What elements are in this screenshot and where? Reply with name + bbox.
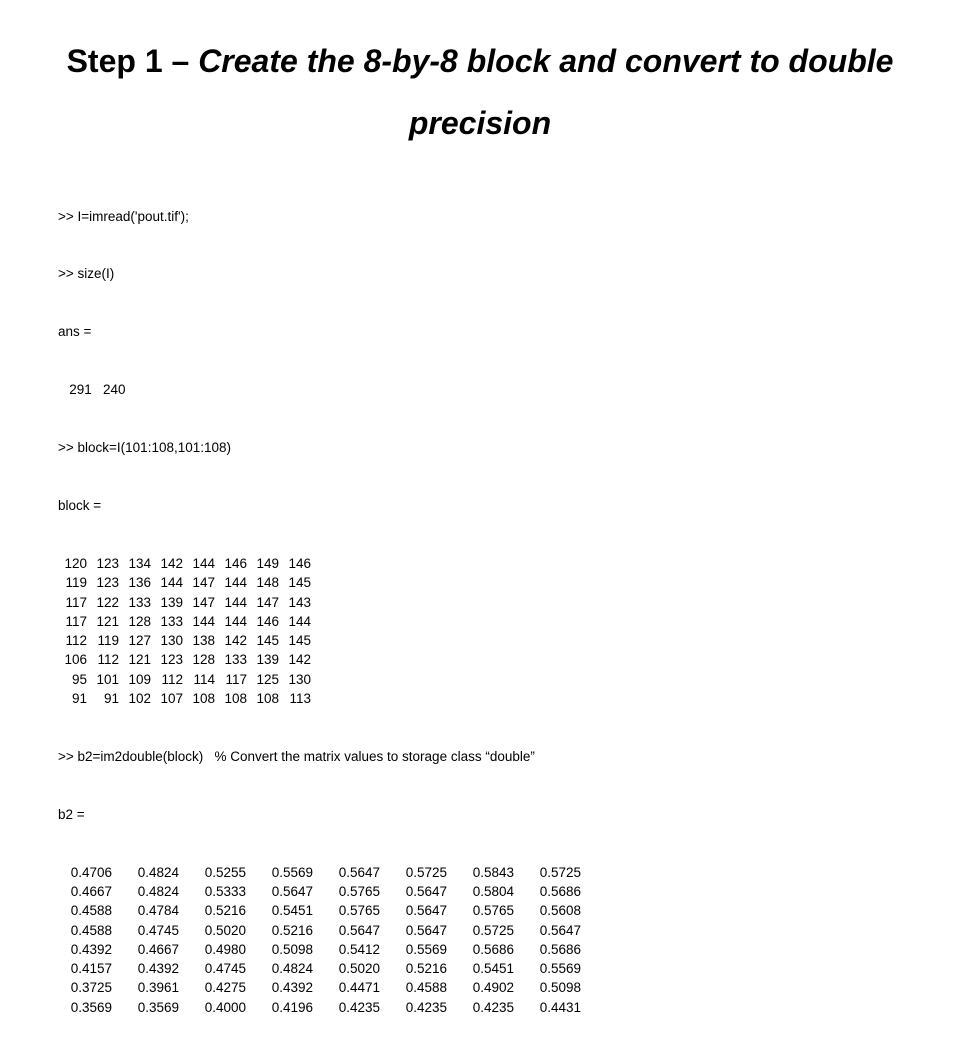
matrix-cell: 133	[128, 594, 151, 610]
matrix-cell: 106	[64, 652, 87, 668]
b2-matrix-row	[58, 863, 918, 882]
matrix-cell: 0.4588	[70, 903, 112, 919]
matrix-cell: 133	[224, 652, 247, 668]
matrix-cell: 0.3569	[70, 999, 112, 1015]
matrix-cell: 146	[224, 555, 247, 571]
matrix-cell: 0.5216	[204, 903, 246, 919]
matrix-cell: 0.4745	[204, 961, 246, 977]
matrix-cell: 130	[160, 633, 183, 649]
matrix-cell: 0.5647	[405, 922, 447, 938]
ans-label: ans =	[58, 324, 92, 340]
matrix-cell: 0.5725	[472, 922, 514, 938]
title-description: Create the 8-by-8 block and convert to double precision	[198, 43, 894, 141]
matrix-cell: 0.5020	[204, 922, 246, 938]
matrix-cell: 0.5725	[539, 864, 581, 880]
matrix-cell: 0.5569	[539, 961, 581, 977]
b2-matrix	[58, 863, 918, 1017]
matrix-cell: 0.4588	[405, 980, 447, 996]
matrix-cell: 0.4392	[70, 941, 112, 957]
matrix-cell: 142	[224, 633, 247, 649]
matrix-cell: 0.4235	[405, 999, 447, 1015]
matrix-cell: 0.5098	[539, 980, 581, 996]
b2-matrix-row	[58, 940, 918, 959]
matrix-cell: 120	[64, 555, 87, 571]
matrix-cell: 95	[71, 671, 87, 687]
matrix-cell: 113	[289, 691, 311, 707]
matrix-cell: 144	[224, 575, 247, 591]
matrix-cell: 146	[288, 555, 311, 571]
matrix-cell: 119	[97, 633, 119, 649]
matrix-cell: 0.4824	[137, 883, 179, 899]
matrix-cell: 0.5255	[204, 864, 246, 880]
matrix-cell: 0.4392	[271, 980, 313, 996]
matrix-cell: 0.4000	[204, 999, 246, 1015]
matrix-cell: 138	[192, 633, 215, 649]
matrix-cell: 112	[161, 671, 183, 687]
matrix-cell: 128	[128, 613, 151, 629]
matrix-cell: 127	[128, 633, 151, 649]
matrix-cell: 123	[96, 575, 119, 591]
matrix-cell: 0.4392	[137, 961, 179, 977]
b2-matrix-row	[58, 882, 918, 901]
b2-matrix-row	[58, 959, 918, 978]
b2-matrix-row	[58, 921, 918, 940]
matrix-cell: 102	[128, 691, 151, 707]
matrix-cell: 0.5098	[271, 941, 313, 957]
b2-matrix-row	[58, 998, 918, 1017]
matrix-cell: 0.5725	[405, 864, 447, 880]
command-block: >> block=I(101:108,101:108)	[58, 440, 232, 456]
block-matrix-row	[58, 593, 918, 612]
matrix-cell: 0.5765	[338, 883, 380, 899]
matrix-cell: 119	[65, 575, 87, 591]
matrix-cell: 109	[128, 671, 151, 687]
matrix-cell: 122	[96, 594, 119, 610]
matrix-cell: 121	[96, 613, 119, 629]
command-im2double-code: >> b2=im2double(block)	[58, 748, 204, 764]
matrix-cell: 0.5451	[472, 961, 514, 977]
matrix-cell: 0.4824	[137, 864, 179, 880]
matrix-cell: 108	[192, 691, 215, 707]
matrix-cell: 144	[192, 555, 215, 571]
block-matrix-row	[58, 612, 918, 631]
matrix-cell: 101	[96, 671, 119, 687]
matrix-cell: 0.5412	[338, 941, 380, 957]
matrix-cell: 0.4471	[338, 980, 380, 996]
matrix-cell: 145	[288, 633, 311, 649]
title-step: Step 1	[66, 43, 163, 79]
matrix-cell: 0.5765	[472, 903, 514, 919]
block-matrix	[58, 554, 918, 708]
slide-title	[40, 30, 920, 154]
ans-value: 291 240	[58, 382, 126, 398]
matrix-cell: 0.4667	[70, 883, 112, 899]
matrix-cell: 0.4706	[70, 864, 112, 880]
matrix-cell: 0.4157	[70, 961, 112, 977]
matrix-cell: 147	[192, 594, 215, 610]
matrix-cell: 145	[256, 633, 279, 649]
matrix-cell: 134	[128, 555, 151, 571]
matrix-cell: 117	[65, 594, 87, 610]
matrix-cell: 144	[192, 613, 215, 629]
matrix-cell: 0.5843	[472, 864, 514, 880]
matrix-cell: 149	[256, 555, 279, 571]
matrix-cell: 0.5804	[472, 883, 514, 899]
matrix-cell: 91	[103, 691, 119, 707]
matrix-cell: 144	[160, 575, 183, 591]
matrix-cell: 0.4745	[137, 922, 179, 938]
matrix-cell: 117	[225, 671, 247, 687]
command-im2double	[58, 747, 918, 766]
matrix-cell: 112	[65, 633, 87, 649]
matrix-cell: 0.5686	[539, 941, 581, 957]
block-matrix-row	[58, 689, 918, 708]
matrix-cell: 144	[288, 613, 311, 629]
command-im2double-comment: % Convert the matrix values to storage class “double”	[203, 748, 535, 764]
matrix-cell: 139	[256, 652, 279, 668]
matrix-cell: 145	[288, 575, 311, 591]
matrix-cell: 146	[256, 613, 279, 629]
matrix-cell: 0.3961	[137, 980, 179, 996]
matrix-cell: 0.4235	[338, 999, 380, 1015]
command-imread: >> I=imread('pout.tif');	[58, 208, 189, 224]
command-size: >> size(I)	[58, 266, 115, 282]
matrix-cell: 0.5569	[405, 941, 447, 957]
matrix-cell: 0.5333	[204, 883, 246, 899]
matrix-cell: 0.4431	[539, 999, 581, 1015]
matrix-cell: 0.5608	[539, 903, 581, 919]
matrix-cell: 123	[160, 652, 183, 668]
matrix-cell: 0.5569	[271, 864, 313, 880]
matrix-cell: 147	[192, 575, 215, 591]
matrix-cell: 0.5647	[338, 864, 380, 880]
matrix-cell: 0.3725	[70, 980, 112, 996]
matrix-cell: 117	[65, 613, 87, 629]
matrix-cell: 144	[224, 594, 247, 610]
matrix-cell: 144	[224, 613, 247, 629]
matrix-cell: 147	[256, 594, 279, 610]
matrix-cell: 128	[192, 652, 215, 668]
matrix-cell: 0.4275	[204, 980, 246, 996]
b2-label: b2 =	[58, 806, 85, 822]
matrix-cell: 0.5686	[539, 883, 581, 899]
matrix-cell: 0.5765	[338, 903, 380, 919]
matrix-cell: 0.4784	[137, 903, 179, 919]
matrix-cell: 142	[288, 652, 311, 668]
matrix-cell: 0.4588	[70, 922, 112, 938]
matrix-cell: 108	[224, 691, 247, 707]
matrix-cell: 139	[160, 594, 183, 610]
matrix-cell: 0.3569	[137, 999, 179, 1015]
matrix-cell: 112	[97, 652, 119, 668]
matrix-cell: 123	[96, 555, 119, 571]
matrix-cell: 108	[256, 691, 279, 707]
matrix-cell: 133	[160, 613, 183, 629]
command-transcript	[58, 168, 918, 1056]
matrix-cell: 148	[256, 575, 279, 591]
matrix-cell: 0.4824	[271, 961, 313, 977]
block-label: block =	[58, 498, 102, 514]
block-matrix-row	[58, 650, 918, 669]
matrix-cell: 114	[193, 671, 215, 687]
block-matrix-row	[58, 631, 918, 650]
matrix-cell: 125	[256, 671, 279, 687]
matrix-cell: 0.5216	[405, 961, 447, 977]
matrix-cell: 130	[288, 671, 311, 687]
b2-matrix-row	[58, 978, 918, 997]
matrix-cell: 0.4980	[204, 941, 246, 957]
matrix-cell: 0.5647	[271, 883, 313, 899]
matrix-cell: 0.5647	[405, 883, 447, 899]
matrix-cell: 0.4196	[271, 999, 313, 1015]
block-matrix-row	[58, 670, 918, 689]
matrix-cell: 0.5216	[271, 922, 313, 938]
b2-matrix-row	[58, 901, 918, 920]
matrix-cell: 91	[71, 691, 87, 707]
matrix-cell: 107	[160, 691, 183, 707]
matrix-cell: 143	[288, 594, 311, 610]
matrix-cell: 0.5686	[472, 941, 514, 957]
block-matrix-row	[58, 554, 918, 573]
title-separator: –	[162, 43, 199, 79]
matrix-cell: 0.5647	[539, 922, 581, 938]
matrix-cell: 121	[128, 652, 151, 668]
matrix-cell: 0.5647	[405, 903, 447, 919]
matrix-cell: 0.4667	[137, 941, 179, 957]
matrix-cell: 0.5647	[338, 922, 380, 938]
matrix-cell: 136	[128, 575, 151, 591]
block-matrix-row	[58, 573, 918, 592]
matrix-cell: 0.5020	[338, 961, 380, 977]
matrix-cell: 142	[160, 555, 183, 571]
matrix-cell: 0.5451	[271, 903, 313, 919]
matrix-cell: 0.4902	[472, 980, 514, 996]
matrix-cell: 0.4235	[472, 999, 514, 1015]
